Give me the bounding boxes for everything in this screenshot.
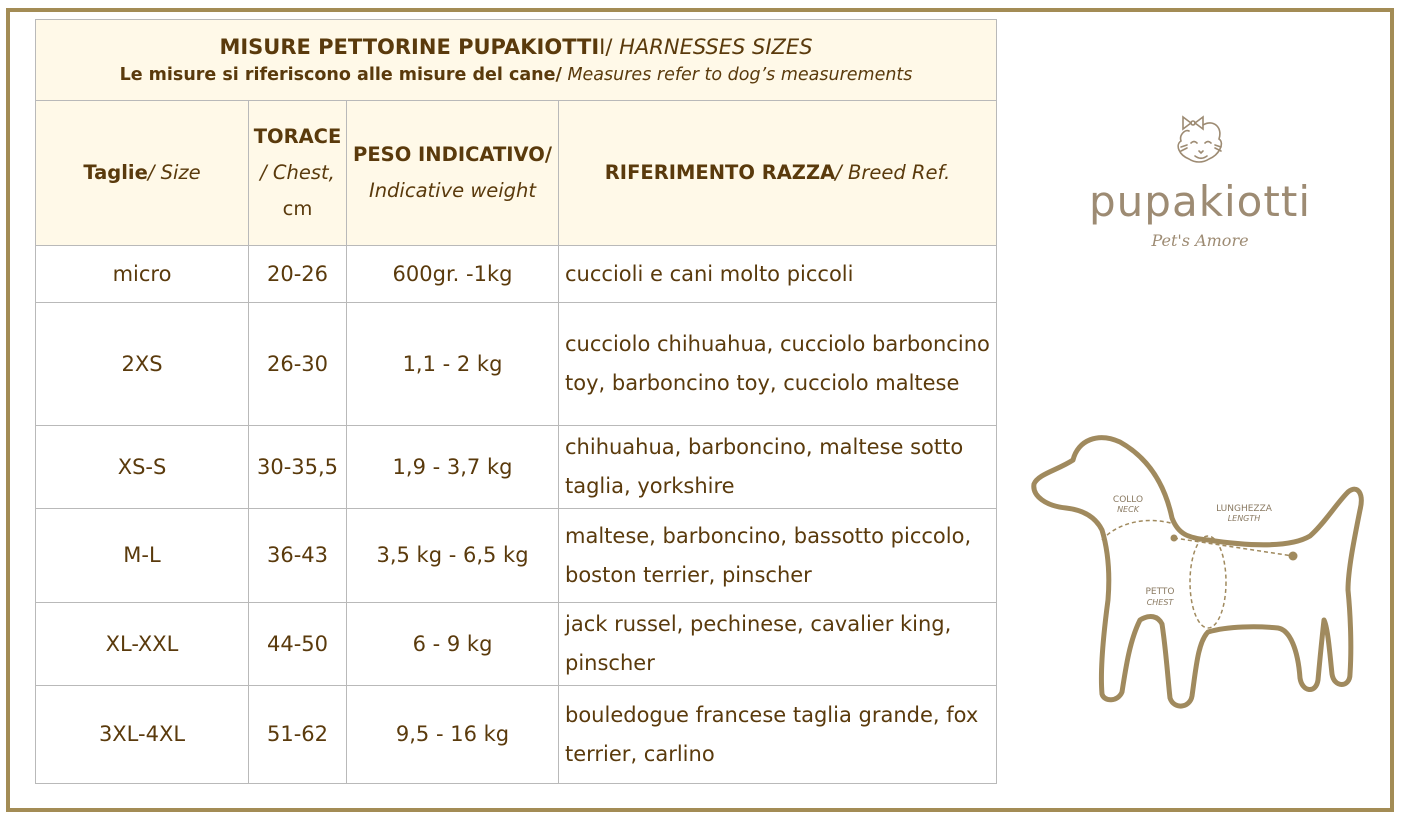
logo-wordmark: pupakiotti [1089,177,1311,226]
weight-cell: 6 - 9 kg [347,603,559,686]
header-chest: TORACE / Chest, cm [249,101,347,246]
breed-cell: cucciolo chihuahua, cucciolo barboncino toy, barboncino toy, cucciolo maltese [559,303,997,426]
size-cell: XS-S [36,426,249,509]
size-cell: micro [36,246,249,303]
table-row [36,303,997,426]
chest-cell: 44-50 [249,603,347,686]
chest-cell: 51-62 [249,686,347,784]
chest-cell: 20-26 [249,246,347,303]
brand-logo [1080,115,1320,260]
size-cell: 2XS [36,303,249,426]
table-row [36,509,997,603]
breed-cell: jack russel, pechinese, cavalier king, pinscher [559,603,997,686]
size-cell: XL-XXL [36,603,249,686]
length-start-dot [1171,535,1178,542]
label-chest-en: CHEST [1146,598,1174,607]
header-weight: PESO INDICATIVO/ Indicative weight [347,101,559,246]
weight-cell: 9,5 - 16 kg [347,686,559,784]
label-neck: COLLO [1112,495,1144,505]
chest-cell: 30-35,5 [249,426,347,509]
breed-cell: cuccioli e cani molto piccoli [559,246,997,303]
dog-measurement-diagram [1028,430,1373,730]
weight-cell: 600gr. -1kg [347,246,559,303]
size-table [35,19,997,784]
table-row [36,246,997,303]
table-row [36,686,997,784]
header-row [36,101,997,246]
size-cell: M-L [36,509,249,603]
table-subtitle: Le misure si riferiscono alle misure del cane/ Measures refer to dog’s measurements [119,65,913,85]
header-breed: RIFERIMENTO RAZZA/ Breed Ref. [559,101,997,246]
chest-cell: 26-30 [249,303,347,426]
logo-tagline: Pet's Amore [1151,231,1249,250]
table-row [36,603,997,686]
breed-cell: bouledogue francese taglia grande, fox terrier, carlino [559,686,997,784]
length-end-dot [1289,552,1298,561]
chest-cell: 36-43 [249,509,347,603]
label-neck-en: NECK [1117,505,1139,514]
breed-cell: maltese, barboncino, bassotto piccolo, boston terrier, pinscher [559,509,997,603]
size-cell: 3XL-4XL [36,686,249,784]
breed-cell: chihuahua, barboncino, maltese sotto taglia, yorkshire [559,426,997,509]
neck-line [1102,521,1174,540]
chest-line [1190,536,1226,628]
weight-cell: 3,5 kg - 6,5 kg [347,509,559,603]
weight-cell: 1,1 - 2 kg [347,303,559,426]
label-chest: PETTO [1145,587,1175,597]
weight-cell: 1,9 - 3,7 kg [347,426,559,509]
label-length: LUNGHEZZA [1216,504,1272,514]
header-size: Taglie/ Size [36,101,249,246]
table-row [36,426,997,509]
table-title: MISURE PETTORINE PUPAKIOTTII/ HARNESSES SIZES [219,35,813,59]
label-length-en: LENGTH [1227,514,1261,523]
dog-silhouette [1034,438,1361,706]
dog-face-bow-icon [1173,115,1229,179]
table-title-cell [36,20,997,101]
